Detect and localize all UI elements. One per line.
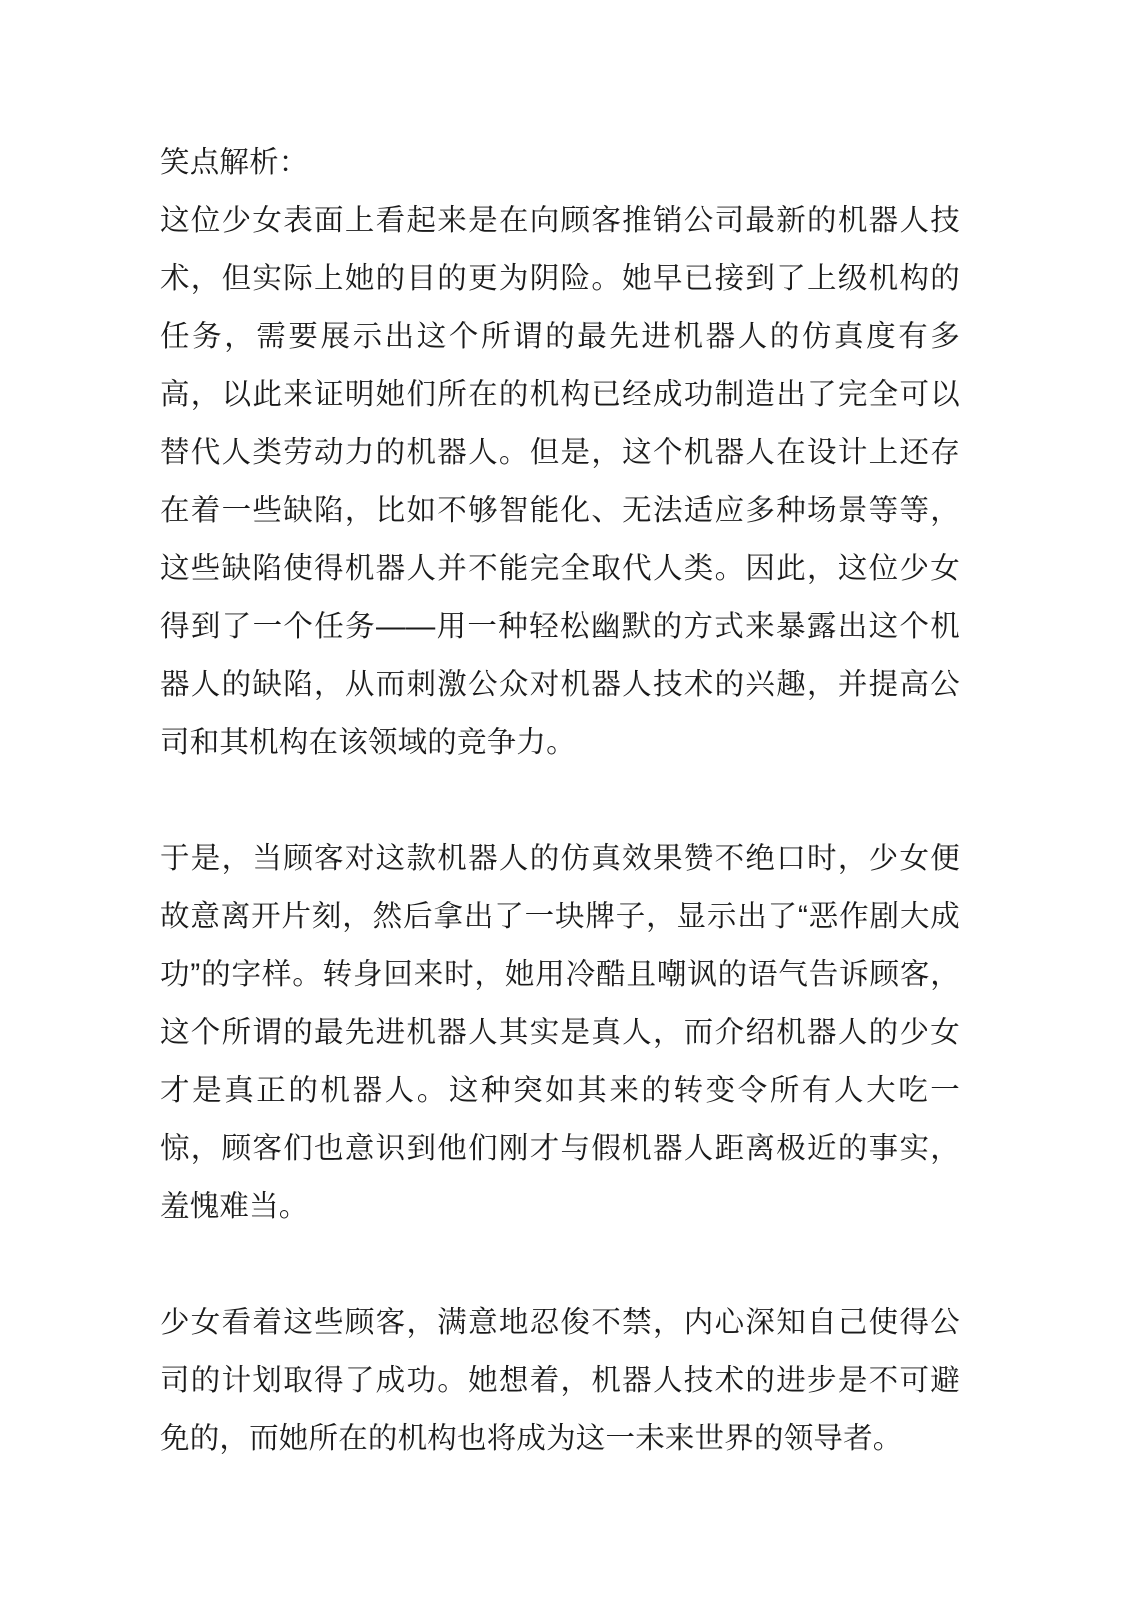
paragraph-spacer bbox=[160, 772, 960, 830]
section-heading-block bbox=[160, 134, 960, 192]
document-body bbox=[160, 134, 960, 1468]
paragraph-spacer bbox=[160, 1236, 960, 1294]
paragraph-3: 少女看着这些顾客，满意地忍俊不禁，内心深知自己使得公司的计划取得了成功。她想着，机器人技术的进步是不可避免的，而她所在的机构也将成为这一未来世界的领导者。 bbox=[160, 1306, 960, 1455]
paragraph-2: 于是，当顾客对这款机器人的仿真效果赞不绝口时，少女便故意离开片刻，然后拿出了一块牌子，显示出了“恶作剧大成功”的字样。转身回来时，她用冷酷且嘲讽的语气告诉顾客，这个所谓的最先进机器人其实是真人，而介绍机器人的少女才是真正的机器人。这种突如其来的转变令所有人大吃一惊，顾客们也意识到他们刚才与假机器人距离极近的事实，羞愧难当。 bbox=[160, 842, 960, 1223]
paragraph-1: 这位少女表面上看起来是在向顾客推销公司最新的机器人技术，但实际上她的目的更为阴险。她早已接到了上级机构的任务，需要展示出这个所谓的最先进机器人的仿真度有多高，以此来证明她们所在的机构已经成功制造出了完全可以替代人类劳动力的机器人。但是，这个机器人在设计上还存在着一些缺陷，比如不够智能化、无法适应多种场景等等，这些缺陷使得机器人并不能完全取代人类。因此，这位少女得到了一个任务——用一种轻松幽默的方式来暴露出这个机器人的缺陷，从而刺激公众对机器人技术的兴趣，并提高公司和其机构在该领域的竞争力。 bbox=[160, 204, 960, 759]
page-title: 笑点解析： bbox=[160, 146, 309, 179]
